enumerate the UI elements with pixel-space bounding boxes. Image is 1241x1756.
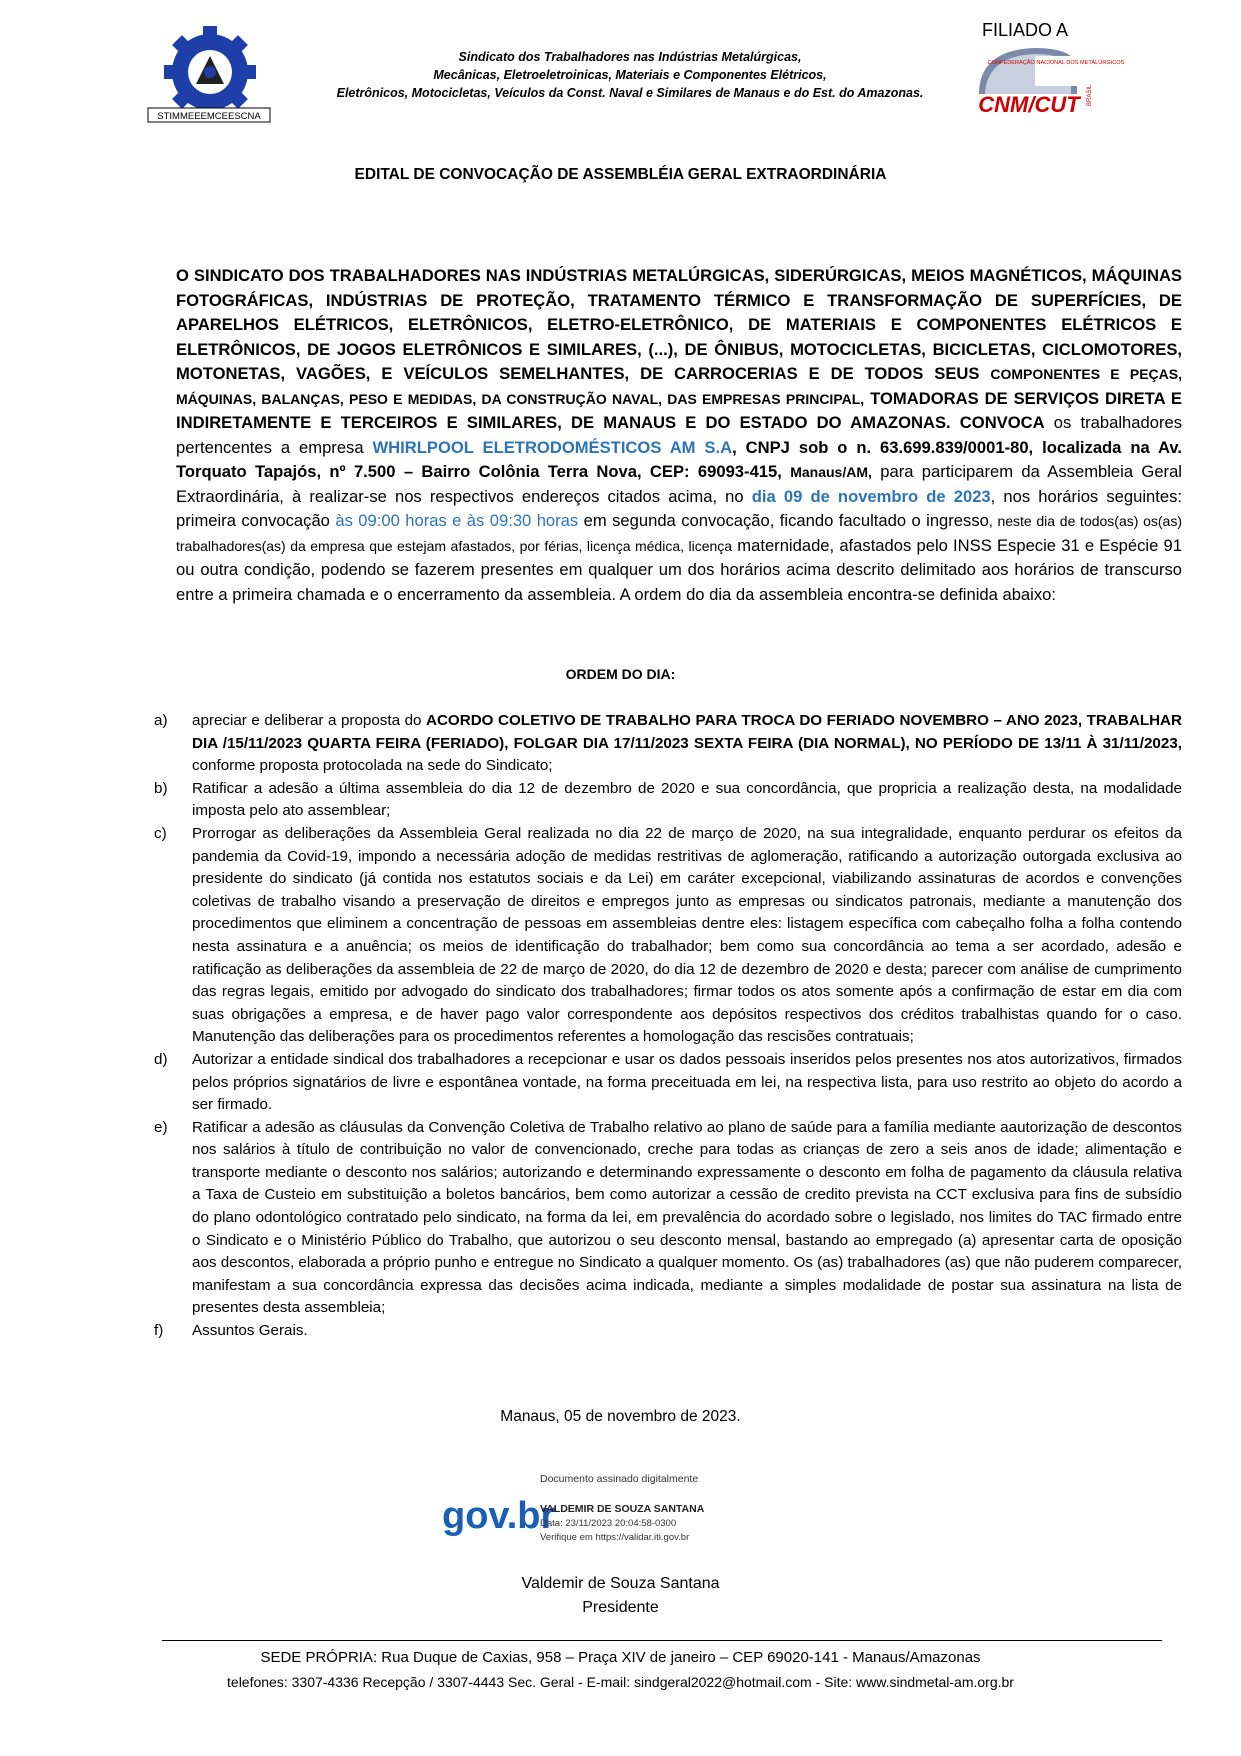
- signer-block: [0, 1572, 1241, 1620]
- agenda-item: [150, 1117, 1182, 1320]
- footer: [0, 1646, 1241, 1694]
- agenda-list: [150, 710, 1182, 1343]
- logo-left-text: STIMMEEEMCEESCNA: [157, 111, 261, 122]
- agenda-item-text: Ratificar a adesão a última assembleia do dia 12 de dezembro de 2020 e sua concordância, que propricia a realização desta, na modalidade imposta pelo ato assemblear;: [192, 779, 1182, 820]
- intro-part-9: em segunda convocação, ficando facultado o ingresso: [578, 511, 989, 530]
- cnm-cut-logo: [973, 42, 1125, 120]
- intro-part-7: para participarem da Assembleia Geral Extraordinária, à realizar-se nos respectivos endereços citados acima, no: [176, 462, 1182, 506]
- signature-line-2: VALDEMIR DE SOUZA SANTANA: [540, 1503, 705, 1515]
- union-name: [330, 48, 930, 102]
- intro-part-5: , CNPJ sob o n. 63.699.839/0001-80, localizada na Av. Torquato Tapajós, nº 7.500 – Bairro Colônia Terra Nova, CEP: 69093-415,: [176, 437, 1182, 481]
- signature-line-4: Verifique em https://validar.iti.gov.br: [540, 1532, 690, 1543]
- union-name-line-3: Eletrônicos, Motocicletas, Veículos da Const. Naval e Similares de Manaus e do Est. do Amazonas.: [336, 86, 924, 100]
- agenda-item-text: Prorrogar as deliberações da Assembleia Geral realizada no dia 22 de março de 2020, na sua integralidade, enquanto perdurar os efeitos da pandemia da Covid-19, impondo a necessária adoção de medidas restritivas de aglomeração, ratificando a autorização outorgada exclusiva ao presidente do sindicato (já contida nos estatutos sociais e da Lei) em caráter excepcional, viabilizando assinaturas de acordos e convenções coletivas de trabalho visando a preservação de direitos e empregos junto as empresas ou sindicatos patronais, mediante a manutenção dos procedimentos que eliminem a concentração de pessoas em assembleias dentre eles: listagem específica com cabeçalho folha a folha contendo nesta assinatura e a anuência; os meios de identificação do trabalhador; bem como sua concordância ao tema a ser acordado, adesão e ratificação as deliberações da assembleia de 22 de março de 2020, do dia 12 de dezembro de 2020 e desta; parecer com análise de cumprimento das regras legais, emitido por advogado do sindicato dos trabalhadores; firmar todos os atos somente após a confirmação de estar em dia com suas obrigações a empresa, e de haver pago valor correspondente aos depósitos respectivos dos créditos trabalhistas quando for o caso. Manutenção das deliberações para os procedimentos referentes a homologação das rescisões contratuais;: [192, 824, 1182, 1046]
- signature-line-1: Documento assinado digitalmente: [540, 1473, 699, 1485]
- agenda-item-text-end: conforme proposta protocolada na sede do Sindicato;: [192, 757, 553, 775]
- union-logo: [130, 26, 290, 126]
- closing-date: Manaus, 05 de novembro de 2023.: [500, 1408, 741, 1425]
- signature-line-3: Data: 23/11/2023 20:04:58-0300: [540, 1518, 677, 1529]
- logo-right-subtext: CONFEDERAÇÃO NACIONAL DOS METALÚRGICOS: [987, 60, 1125, 66]
- company-name: WHIRLPOOL ELETRODOMÉSTICOS AM S.A: [372, 437, 733, 457]
- assembly-times: às 09:00 horas e às 09:30 horas: [335, 511, 579, 530]
- intro-part-1: O SINDICATO DOS TRABALHADORES NAS INDÚSTRIAS METALÚRGICAS, SIDERÚRGICAS, MEIOS MAGNÉTICOS, MÁQUINAS FOTOGRÁFICAS, INDÚSTRIAS DE PROTEÇÃO, TRATAMENTO TÉRMICO E TRANSFORMAÇÃO DE SUPERFÍCIES, DE APARELHOS ELÉTRICOS, ELETRÔNICOS, ELETRO-ELETRÔNICO, DE MATERIAIS E COMPONENTES ELÉTRICOS E ELETRÔNICOS, DE JOGOS ELETRÔNICOS E SIMILARES, (...), DE ÔNIBUS, MOTOCICLETAS, BICICLETAS, CICLOMOTORES, MOTONETAS, VAGÕES, E VEÍCULOS SEMELHANTES, DE CARROCERIAS E DE TODOS SEUS: [176, 266, 1182, 383]
- intro-part-6: Manaus/AM,: [790, 464, 872, 480]
- footer-divider: [162, 1640, 1162, 1641]
- agenda-item-letter: e): [154, 1118, 168, 1136]
- agenda-item-text: Ratificar a adesão as cláusulas da Convenção Coletiva de Trabalho relativo ao plano de saúde para a família mediante aautorização de descontos nos salários à título de contribuição no valor de convencionado, creche para todas as crianças de zero a seis anos de idade; alimentação e transporte mediante o desconto nos salários; autorizando e determinando expressamente o desconto em folha de pagamento da cláusula relativa a Taxa de Custeio em substituição a boletos bancários, bem como autorizar a cessão de credito prevista na CCT exclusiva para fins de subsídio do plano odontológico contratado pelo sindicato, na forma da lei, em prevalência do acordado sobre o legislado, nos limites do TAC firmado entre o Sindicato e o Ministério Público do Trabalho, que autorizou o seu desconto mensal, bastando ao empregado (a) apresentar carta de oposição aos descontos, elaborada a próprio punho e entregue no Sindicato a qualquer momento. Os (as) trabalhadores (as) que não puderem comparecer, manifestam a sua concordância expressa das decisões acima indicada, mediante a simples modalidade de postar sua assinatura na lista de presentes desta assembleia;: [192, 1118, 1182, 1317]
- signer-name: Valdemir de Souza Santana: [521, 1575, 720, 1592]
- agenda-item-text: Assuntos Gerais.: [192, 1322, 308, 1340]
- agenda-item-letter: f): [154, 1322, 164, 1340]
- agenda-item-text: Autorizar a entidade sindical dos trabalhadores a recepcionar e usar os dados pessoais inseridos pelos presentes nos atos autorizativos, firmados pelos próprios signatários de livre e espontânea vontade, na forma preceituada em lei, na respectiva lista, para uso restrito ao objeto do acordo a ser firmado.: [192, 1050, 1182, 1114]
- gear-icon: [164, 26, 256, 118]
- intro-part-3: TOMADORAS DE SERVIÇOS DIRETA E INDIRETAMENTE E TERCEIROS E SIMILARES, DE MANAUS E DO ESTADO DO AMAZONAS. CONVOCA: [176, 388, 1182, 432]
- agenda-item-letter: a): [154, 712, 168, 729]
- agenda-item-bold: ACORDO COLETIVO DE TRABALHO PARA TROCA DO FERIADO NOVEMBRO – ANO 2023, TRABALHAR DIA /15/11/2023 QUARTA FEIRA (FERIADO), FOLGAR DIA 17/11/2023 SEXTA FEIRA (DIA NORMAL), NO PERÍODO DE 13/11 À 31/11/2023,: [192, 712, 1182, 752]
- agenda-item: [150, 1320, 1182, 1343]
- logo-right-country: BRASIL: [1087, 84, 1093, 106]
- agenda-item-letter: d): [154, 1050, 168, 1068]
- agenda-item-letter: c): [154, 824, 167, 842]
- union-name-line-2: Mecânicas, Eletroeletroinicas, Materiais e Componentes Elétricos,: [433, 68, 827, 82]
- assembly-date: dia 09 de novembro de 2023: [751, 486, 991, 506]
- agenda-item: [150, 778, 1182, 823]
- agenda-title: ORDEM DO DIA:: [565, 666, 676, 682]
- intro-part-10: , neste dia de todos(as) os(as) trabalhadores(as) da empresa que estejam afastados, por férias, licença médica, licença: [176, 513, 1183, 554]
- intro-part-4: os trabalhadores pertencentes a empresa: [176, 413, 1182, 457]
- intro-part-2: COMPONENTES E PEÇAS, MÁQUINAS, BALANÇAS, PESO E MEDIDAS, DA CONSTRUÇÃO NAVAL, DAS EMPRESAS PRINCIPAL,: [176, 366, 1182, 407]
- intro-part-8: , nos horários seguintes: primeira convocação: [176, 486, 1182, 530]
- logo-right-text: CNM/CUT: [978, 92, 1080, 117]
- affiliation-label: FILIADO A: [982, 20, 1069, 40]
- union-name-line-1: Sindicato dos Trabalhadores nas Indústrias Metalúrgicas,: [458, 50, 802, 64]
- govbr-logo: gov.br: [442, 1495, 556, 1537]
- footer-contacts: telefones: 3307-4336 Recepção / 3307-4443 Sec. Geral - E-mail: sindgeral2022@hotmail.com - Site: www.sindmetal-am.org.br: [227, 1674, 1014, 1690]
- agenda-item: [150, 823, 1182, 1049]
- footer-address: SEDE PRÓPRIA: Rua Duque de Caxias, 958 – Praça XIV de janeiro – CEP 69020-141 - Manaus/Amazonas: [260, 1649, 981, 1666]
- agenda-item: [150, 1049, 1182, 1117]
- document-title: EDITAL DE CONVOCAÇÃO DE ASSEMBLÉIA GERAL EXTRAORDINÁRIA: [354, 166, 887, 183]
- intro-part-11: maternidade, afastados pelo INSS Especie 31 e Espécie 91 ou outra condição, podendo se fazerem presentes em qualquer um dos horários acima descrito delimitado aos horários de transcurso entre a primeira chamada e o encerramento da assembleia. A ordem do dia da assembleia encontra-se definida abaixo:: [176, 535, 1182, 604]
- agenda-item-letter: b): [154, 779, 168, 797]
- agenda-item: [150, 710, 1182, 778]
- digital-signature-stamp: [440, 1470, 760, 1560]
- agenda-item-text: apreciar e deliberar a proposta do: [192, 712, 426, 729]
- convocation-paragraph: [176, 264, 1182, 607]
- signer-role: Presidente: [582, 1599, 659, 1616]
